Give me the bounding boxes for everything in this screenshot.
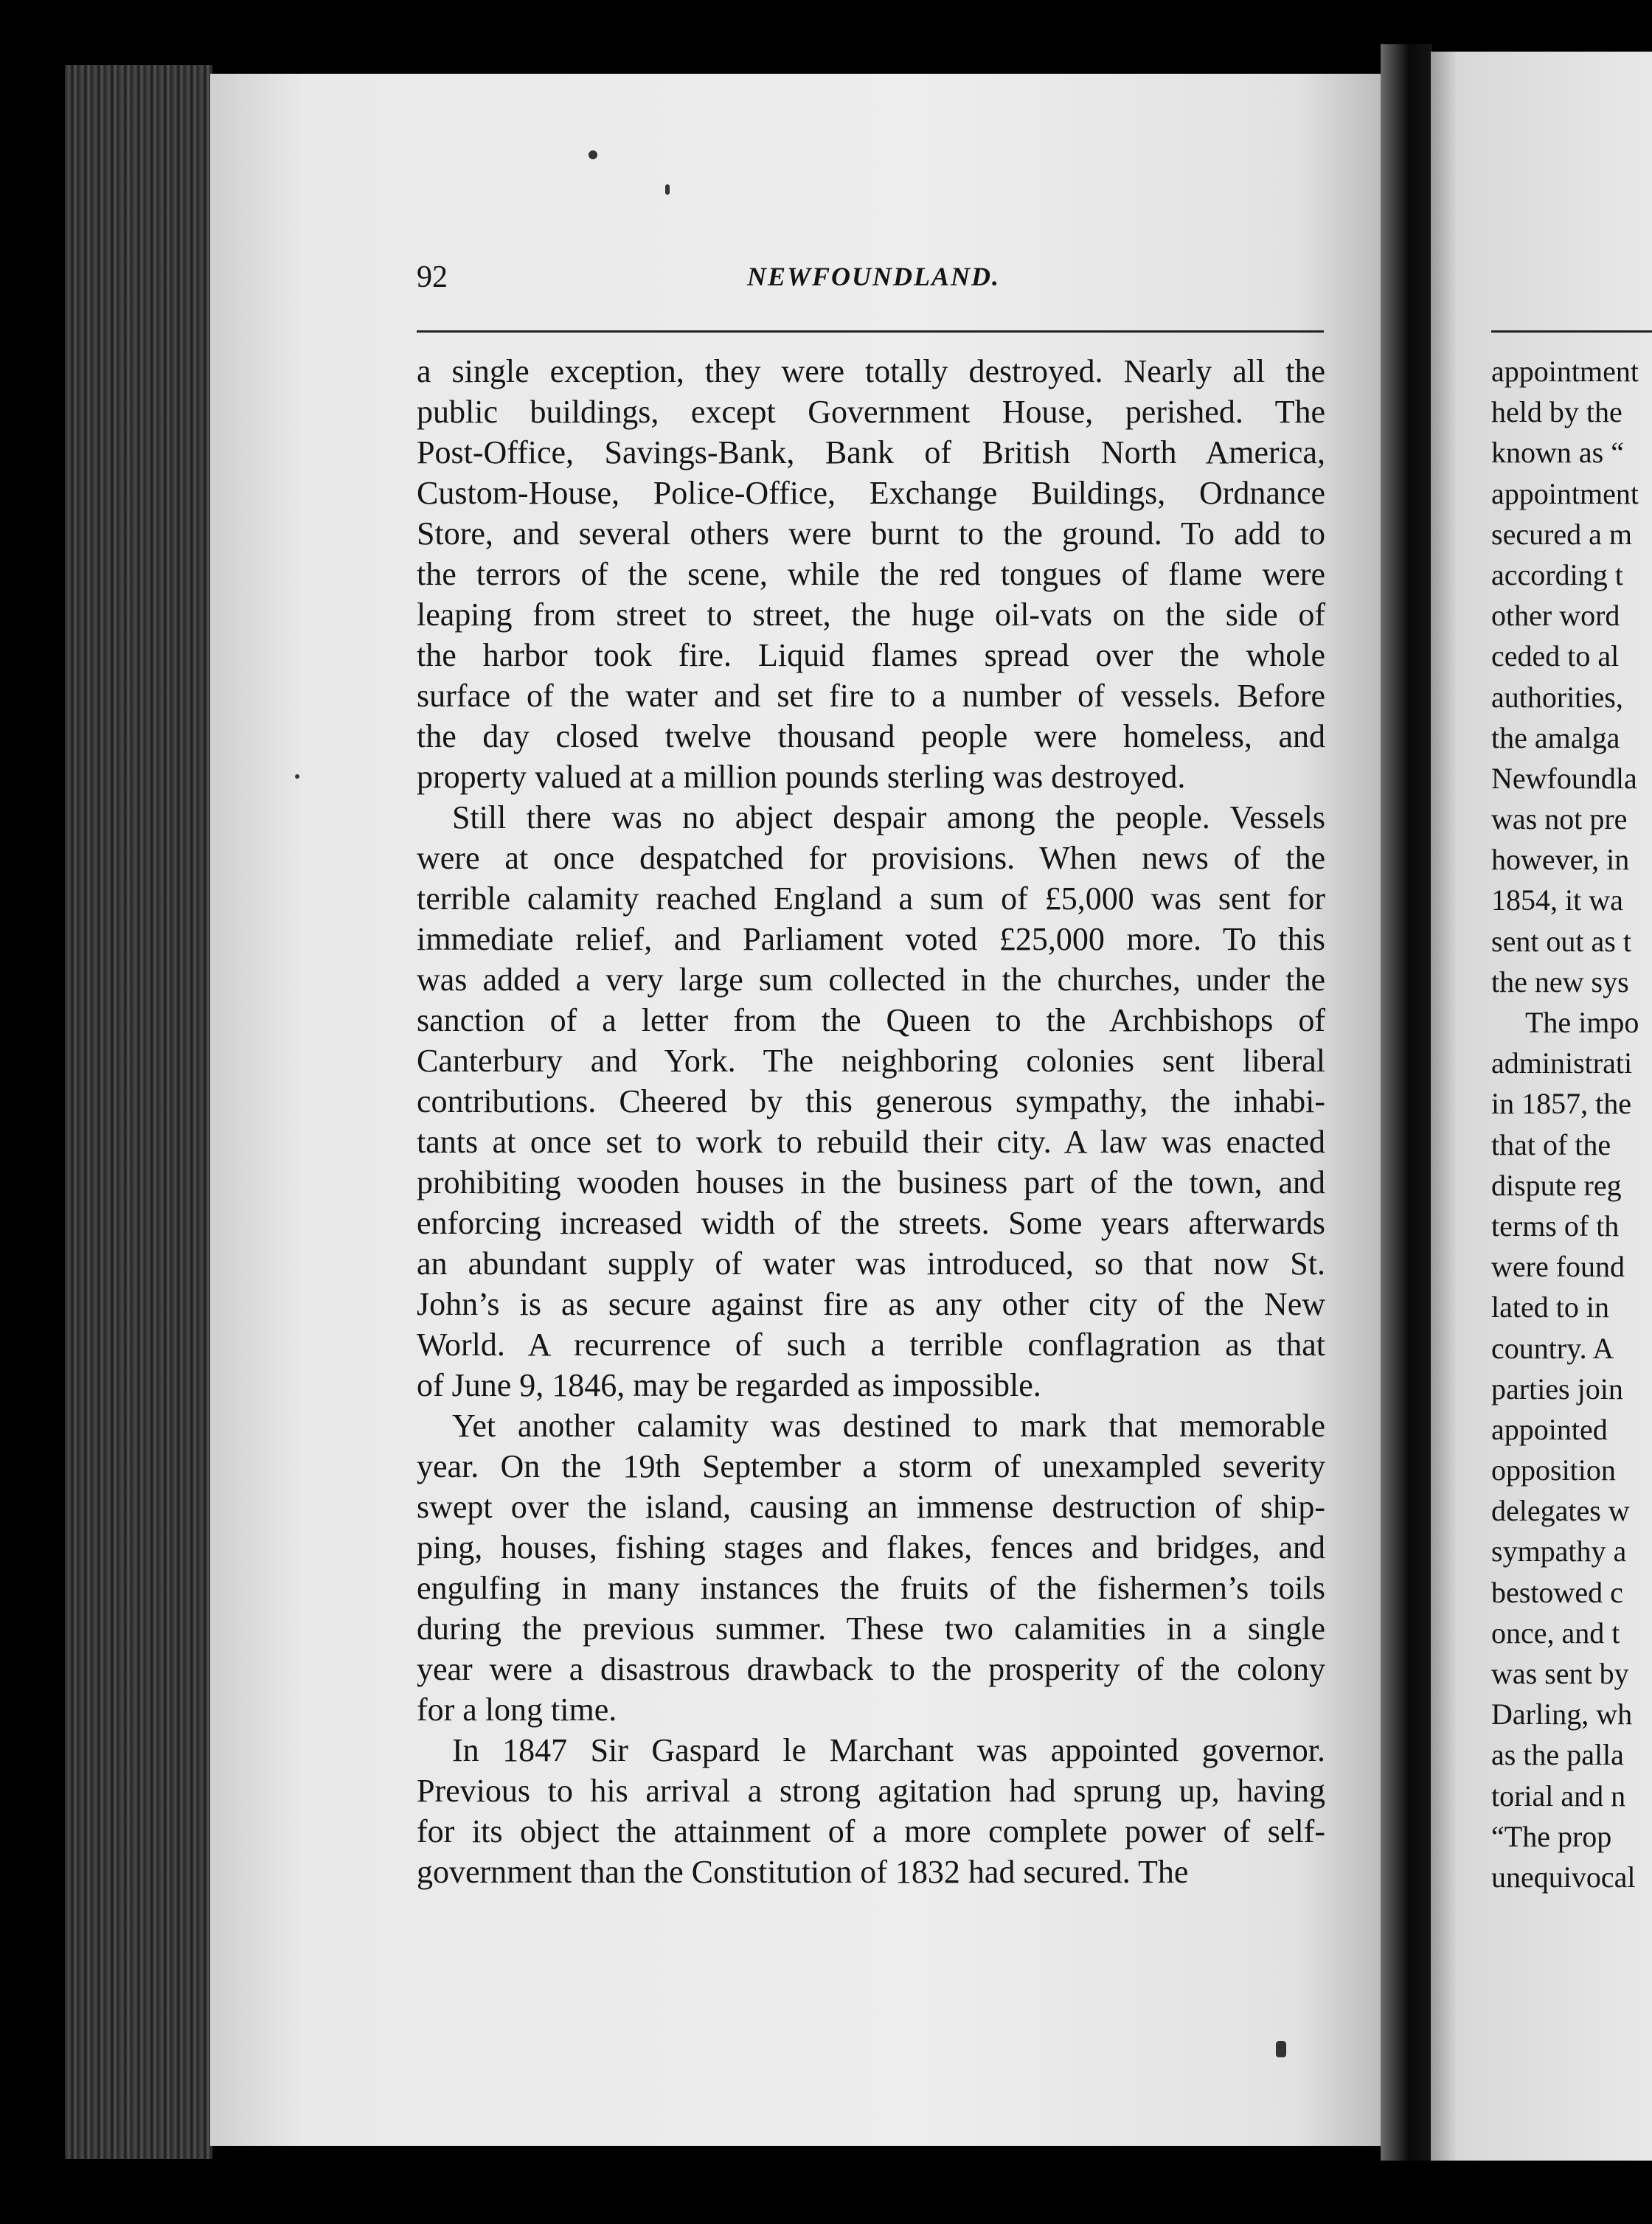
text-line: for a long time. — [417, 1692, 617, 1728]
right-text-line: opposition — [1491, 1453, 1616, 1487]
right-text-line: appointed — [1491, 1412, 1608, 1446]
text-line: ping, houses, fishing stages and flakes, fences and bridges, and — [417, 1529, 1325, 1566]
right-text-line: ceded to al — [1491, 639, 1620, 673]
text-line: during the previous summer. These two calamities in a single — [417, 1610, 1325, 1647]
text-line: a single exception, they were totally destroyed. Nearly all the — [417, 353, 1325, 389]
text-line: Custom-House, Police-Office, Exchange Buildings, Ordnance — [417, 475, 1325, 511]
text-line: year were a disastrous drawback to the prosperity of the colony — [417, 1651, 1325, 1687]
text-line: Yet another calamity was destined to mark that memorable — [452, 1408, 1325, 1444]
text-line: surface of the water and set fire to a number of vessels. Before — [417, 678, 1325, 714]
text-line: contributions. Cheered by this generous sympathy, the inhabi- — [417, 1083, 1325, 1119]
text-line: In 1847 Sir Gaspard le Marchant was appointed governor. — [452, 1732, 1325, 1768]
text-line: Previous to his arrival a strong agitation had sprung up, having — [417, 1773, 1325, 1809]
text-line: engulfing in many instances the fruits of the fishermen’s toils — [417, 1570, 1325, 1606]
text-line: the terrors of the scene, while the red tongues of flame were — [417, 556, 1325, 592]
text-line: enforcing increased width of the streets. Some years afterwards — [417, 1205, 1325, 1241]
right-text-line: authorities, — [1491, 680, 1623, 714]
text-line: John’s is as secure against fire as any other city of the New — [417, 1286, 1325, 1322]
right-text-line: parties join — [1491, 1372, 1623, 1405]
right-text-line: administrati — [1491, 1046, 1633, 1080]
right-text-line: held by the — [1491, 395, 1622, 429]
right-text-line: other word — [1491, 599, 1620, 633]
book-page-edges — [65, 65, 212, 2159]
right-text-line: terms of th — [1491, 1209, 1620, 1243]
text-line: Canterbury and York. The neighboring colonies sent liberal — [417, 1043, 1325, 1079]
right-text-line: sympathy a — [1491, 1535, 1627, 1568]
specks — [295, 774, 299, 779]
text-line: Post-Office, Savings-Bank, Bank of British North America, — [417, 434, 1325, 470]
right-text-line: 1854, it wa — [1491, 883, 1623, 917]
text-line: the harbor took fire. Liquid flames spread over the whole — [417, 637, 1325, 673]
running-title: NEWFOUNDLAND. — [747, 262, 1001, 291]
right-page-text — [1491, 351, 1652, 1897]
right-text-line: delegates w — [1491, 1494, 1630, 1528]
right-text-line: was not pre — [1491, 802, 1628, 836]
page-number: 92 — [417, 260, 448, 294]
text-line: was added a very large sum collected in the churches, under the — [417, 962, 1325, 998]
right-header-rule — [1491, 330, 1652, 333]
right-text-line: unequivocal — [1491, 1860, 1636, 1894]
right-text-line: bestowed c — [1491, 1575, 1623, 1609]
right-text-line: however, in — [1491, 843, 1630, 877]
right-text-line: the amalga — [1491, 720, 1620, 754]
right-text-line: torial and n — [1491, 1779, 1626, 1813]
right-text-line: appointment — [1491, 355, 1639, 388]
text-line: Still there was no abject despair among the people. Vessels — [452, 799, 1325, 835]
specks — [589, 150, 597, 159]
text-line: World. A recurrence of such a terrible conflagration as that — [417, 1327, 1325, 1363]
body-text — [417, 351, 1325, 1892]
text-line: an abundant supply of water was introduced, so that now St. — [417, 1245, 1325, 1282]
text-line: government than the Constitution of 1832 had secured. The — [417, 1854, 1189, 1890]
text-line: for its object the attainment of a more complete power of self- — [417, 1813, 1325, 1849]
text-line: of June 9, 1846, may be regarded as impossible. — [417, 1367, 1041, 1403]
header-rule — [417, 330, 1324, 333]
text-line: terrible calamity reached England a sum of £5,000 was sent for — [417, 880, 1325, 917]
right-text-line: known as “ — [1491, 436, 1624, 470]
text-line: year. On the 19th September a storm of unexampled severity — [417, 1448, 1325, 1484]
text-line: property valued at a million pounds sterling was destroyed. — [417, 759, 1186, 795]
specks — [1276, 2041, 1286, 2057]
right-text-line: were found — [1491, 1250, 1625, 1284]
right-text-line: the new sys — [1491, 965, 1629, 998]
right-text-line: Newfoundla — [1491, 761, 1637, 795]
right-text-line: secured a m — [1491, 517, 1633, 551]
text-line: public buildings, except Government House, perished. The — [417, 394, 1325, 430]
book-gutter — [1381, 44, 1432, 2161]
right-text-line: Darling, wh — [1491, 1697, 1633, 1731]
right-text-line: “The prop — [1491, 1819, 1612, 1853]
text-line: Store, and several others were burnt to the ground. To add to — [417, 515, 1325, 552]
text-line: leaping from street to street, the huge oil-vats on the side of — [417, 597, 1325, 633]
text-line: prohibiting wooden houses in the business part of the town, and — [417, 1164, 1325, 1200]
text-line: sanction of a letter from the Queen to the Archbishops of — [417, 1002, 1325, 1038]
right-text-line: dispute reg — [1491, 1168, 1622, 1202]
right-text-line: was sent by — [1491, 1657, 1629, 1690]
right-text-line: appointment — [1491, 476, 1639, 510]
right-text-line: lated to in — [1491, 1290, 1609, 1324]
text-line: were at once despatched for provisions. When news of the — [417, 840, 1325, 876]
text-line: tants at once set to work to rebuild their city. A law was enacted — [417, 1124, 1325, 1160]
right-text-line: sent out as t — [1491, 924, 1631, 958]
page-header — [417, 260, 1324, 304]
right-page — [1431, 52, 1652, 2161]
right-text-line: according t — [1491, 557, 1623, 591]
text-line: the day closed twelve thousand people were homeless, and — [417, 718, 1325, 754]
right-text-line: The impo — [1525, 1006, 1639, 1039]
right-text-line: once, and t — [1491, 1616, 1620, 1650]
right-text-line: as the palla — [1491, 1738, 1624, 1772]
text-line: immediate relief, and Parliament voted £25,000 more. To this — [417, 921, 1325, 957]
right-text-line: that of the — [1491, 1127, 1611, 1161]
right-text-line: in 1857, the — [1491, 1087, 1631, 1121]
text-line: swept over the island, causing an immense destruction of ship- — [417, 1489, 1325, 1525]
right-text-line: country. A — [1491, 1331, 1614, 1365]
specks — [665, 184, 670, 195]
